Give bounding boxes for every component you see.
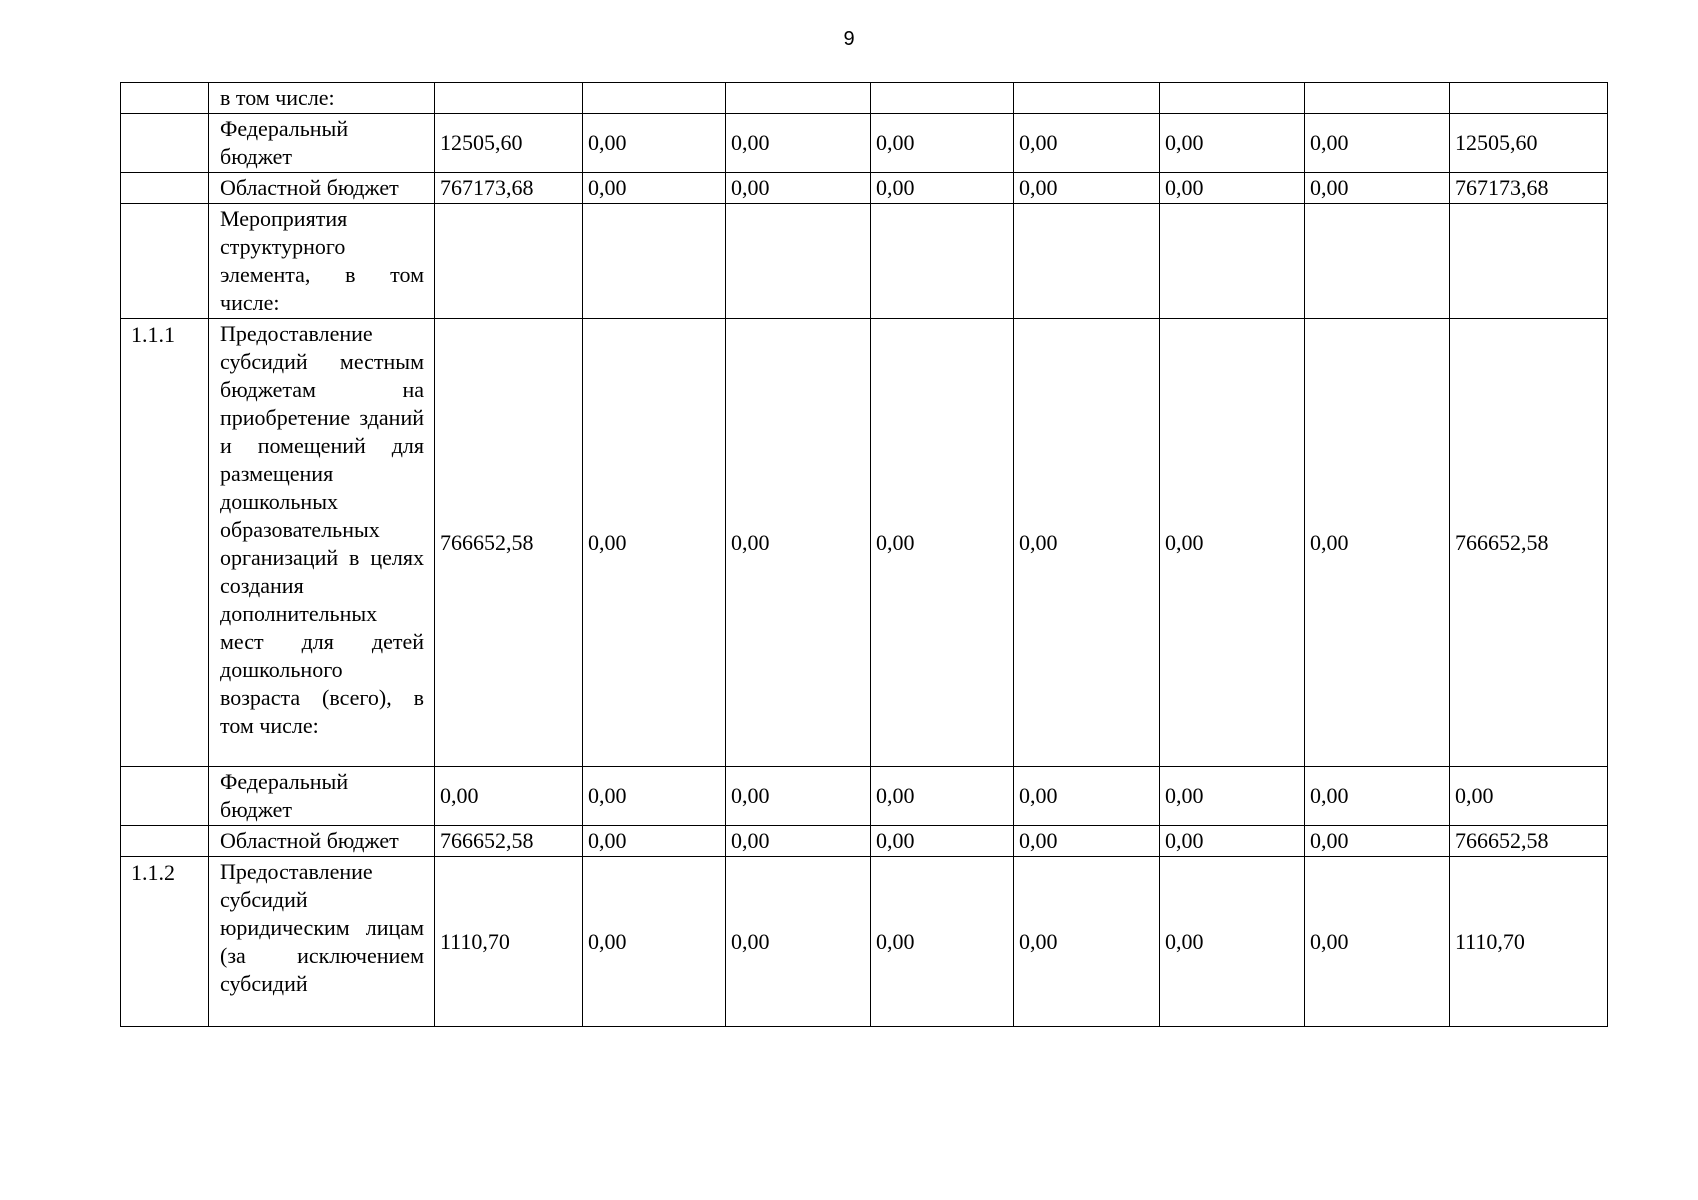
budget-table (120, 82, 1608, 1027)
row-name-cell (209, 173, 435, 204)
value-cell: 0,00 (1305, 173, 1450, 204)
value-cell: 0,00 (726, 114, 871, 173)
table-row (121, 826, 1608, 857)
value-cell: 0,00 (726, 826, 871, 857)
value-cell: 0,00 (1305, 826, 1450, 857)
value-cell: 0,00 (1160, 114, 1305, 173)
value-cell (583, 83, 726, 114)
table-row (121, 857, 1608, 1027)
value-cell: 0,00 (1305, 114, 1450, 173)
value-cell: 0,00 (1014, 173, 1160, 204)
value-cell: 0,00 (583, 173, 726, 204)
row-name-text: Мероприятия структурного элемента, в том числе: (220, 206, 424, 315)
table-row (121, 114, 1608, 173)
row-name-text: в том числе: (220, 85, 335, 110)
row-number-cell (121, 767, 209, 826)
value-cell: 0,00 (583, 826, 726, 857)
row-number-cell (121, 204, 209, 319)
value-cell: 0,00 (1305, 767, 1450, 826)
value-cell: 1110,70 (435, 857, 583, 1027)
value-cell (583, 204, 726, 319)
table-row (121, 204, 1608, 319)
table-row (121, 83, 1608, 114)
row-name-text: Федеральный бюджет (220, 769, 349, 822)
value-cell: 0,00 (871, 114, 1014, 173)
row-name-cell (209, 826, 435, 857)
row-number-cell (121, 826, 209, 857)
value-cell: 0,00 (583, 767, 726, 826)
value-cell: 0,00 (1014, 319, 1160, 767)
value-cell: 0,00 (583, 114, 726, 173)
value-cell: 0,00 (1305, 857, 1450, 1027)
value-cell: 766652,58 (435, 319, 583, 767)
value-cell: 766652,58 (435, 826, 583, 857)
value-cell: 0,00 (1160, 857, 1305, 1027)
value-cell: 12505,60 (1450, 114, 1608, 173)
value-cell (435, 83, 583, 114)
row-name-cell (209, 857, 435, 1027)
row-name-cell (209, 204, 435, 319)
value-cell (1014, 204, 1160, 319)
value-cell: 0,00 (726, 857, 871, 1027)
value-cell: 0,00 (1160, 767, 1305, 826)
table-row (121, 319, 1608, 767)
row-name-text: Областной бюджет (220, 175, 399, 200)
row-name-text: Федеральный бюджет (220, 116, 349, 169)
row-number-cell: 1.1.1 (121, 319, 209, 767)
value-cell (726, 83, 871, 114)
page-number: 9 (843, 28, 855, 50)
value-cell (1160, 204, 1305, 319)
value-cell: 0,00 (726, 173, 871, 204)
value-cell (1014, 83, 1160, 114)
value-cell: 0,00 (726, 319, 871, 767)
value-cell (726, 204, 871, 319)
value-cell: 12505,60 (435, 114, 583, 173)
value-cell: 0,00 (871, 826, 1014, 857)
value-cell: 0,00 (1014, 114, 1160, 173)
row-number-cell: 1.1.2 (121, 857, 209, 1027)
row-name-text: Предоставление субсидий местным бюджетам на приобретение зданий и помещений для размещения дошкольных образовательных организаций в целях создания дополнительных мест для детей дошкольного возраста (всего), в том числе: (220, 321, 424, 738)
value-cell: 0,00 (1014, 767, 1160, 826)
value-cell: 0,00 (871, 173, 1014, 204)
value-cell (1450, 204, 1608, 319)
value-cell (435, 204, 583, 319)
value-cell: 767173,68 (435, 173, 583, 204)
row-number-cell (121, 173, 209, 204)
row-name-cell (209, 319, 435, 767)
value-cell: 0,00 (1014, 857, 1160, 1027)
value-cell: 0,00 (871, 767, 1014, 826)
value-cell: 0,00 (1014, 826, 1160, 857)
row-number-cell (121, 83, 209, 114)
budget-table-body (121, 83, 1608, 1027)
value-cell: 766652,58 (1450, 319, 1608, 767)
value-cell (1305, 83, 1450, 114)
value-cell: 0,00 (1450, 767, 1608, 826)
table-row (121, 767, 1608, 826)
value-cell: 766652,58 (1450, 826, 1608, 857)
value-cell: 0,00 (1160, 826, 1305, 857)
value-cell: 767173,68 (1450, 173, 1608, 204)
value-cell: 0,00 (583, 319, 726, 767)
value-cell: 0,00 (435, 767, 583, 826)
row-number-cell (121, 114, 209, 173)
value-cell: 0,00 (871, 857, 1014, 1027)
value-cell (871, 204, 1014, 319)
value-cell: 1110,70 (1450, 857, 1608, 1027)
value-cell (871, 83, 1014, 114)
value-cell: 0,00 (583, 857, 726, 1027)
row-name-cell (209, 83, 435, 114)
value-cell: 0,00 (1160, 173, 1305, 204)
value-cell (1160, 83, 1305, 114)
value-cell: 0,00 (1160, 319, 1305, 767)
row-name-text: Областной бюджет (220, 828, 399, 853)
row-name-text: Предоставление субсидий юридическим лицам (за исключением субсидий (220, 859, 424, 996)
value-cell: 0,00 (1305, 319, 1450, 767)
value-cell: 0,00 (726, 767, 871, 826)
table-row (121, 173, 1608, 204)
value-cell (1305, 204, 1450, 319)
row-name-cell (209, 114, 435, 173)
value-cell (1450, 83, 1608, 114)
value-cell: 0,00 (871, 319, 1014, 767)
row-name-cell (209, 767, 435, 826)
